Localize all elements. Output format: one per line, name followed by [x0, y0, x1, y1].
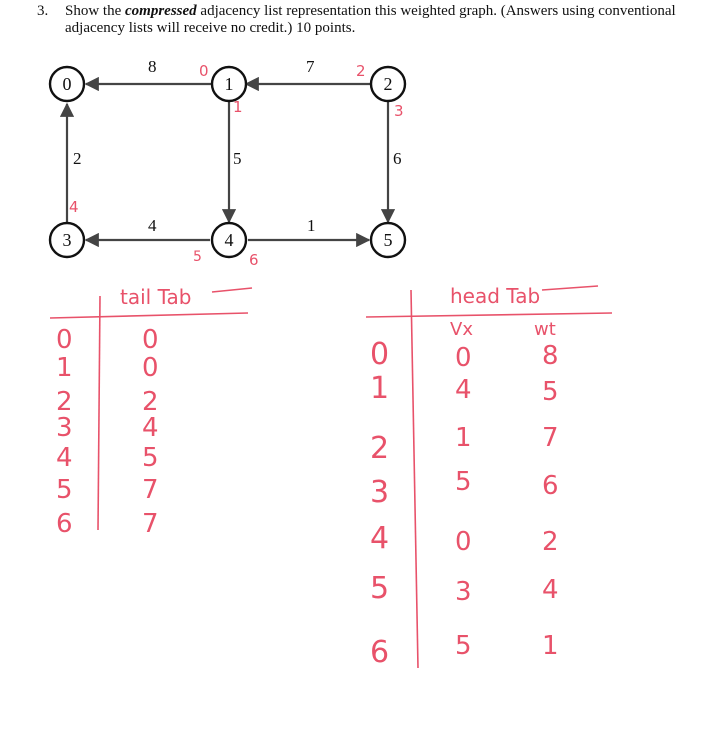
- tail-tab-rows: [56, 325, 159, 539]
- tail-tab-value: 7: [142, 509, 159, 539]
- head-tab-index: 0: [370, 337, 390, 372]
- node-label-5: 5: [383, 230, 393, 250]
- tail-tab-index: 5: [56, 475, 73, 505]
- tail-tab-value: 0: [142, 353, 159, 383]
- head-tab-vx: 3: [455, 577, 472, 607]
- question-emphasis: compressed: [125, 3, 197, 19]
- head-tab-wt: 1: [542, 631, 559, 661]
- head-tab-vx: 4: [455, 375, 472, 405]
- weight-label-4-5: 1: [307, 216, 316, 235]
- head-tab-index: 1: [370, 371, 390, 406]
- node-label-2: 2: [383, 74, 393, 94]
- edge-index-mark: 4: [69, 198, 79, 216]
- head-tab-rows: [370, 337, 559, 670]
- weight-label-3-0: 2: [73, 149, 82, 168]
- head-tab-wt: 7: [542, 423, 559, 453]
- edge-index-mark: 3: [394, 102, 404, 120]
- tail-tab-title: tail Tab: [120, 285, 192, 309]
- tail-tab-index: 2: [56, 387, 73, 417]
- weight-label-2-5: 6: [393, 149, 402, 168]
- head-tab-vx: 5: [455, 631, 472, 661]
- tail-tab-index: 4: [56, 443, 73, 473]
- weight-label-1-4: 5: [233, 149, 242, 168]
- head-tab-col-vx: Vx: [450, 319, 473, 340]
- node-label-1: 1: [224, 74, 234, 94]
- weight-label-4-3: 4: [148, 216, 157, 235]
- head-tab-vx: 1: [455, 423, 472, 453]
- tail-tab-index: 1: [56, 353, 73, 383]
- question-prefix: Show the: [65, 3, 125, 19]
- head-tab-index: 3: [370, 475, 390, 510]
- head-title-underline: [542, 286, 598, 290]
- head-tab-wt: 5: [542, 377, 559, 407]
- head-tab-title: head Tab: [450, 284, 541, 308]
- tail-tab-value: 2: [142, 387, 159, 417]
- tail-tab-value: 7: [142, 475, 159, 505]
- tail-tab-value: 5: [142, 443, 159, 473]
- head-tab-wt: 8: [542, 341, 559, 371]
- tail-tab-index: 6: [56, 509, 73, 539]
- head-tab-col-wt: wt: [534, 319, 556, 340]
- tail-tab-value: 0: [142, 325, 159, 355]
- question-suffix: adjacency list representation this weighted graph. (Answers using conventional adjacency lists will receive no credit.) 10 points.: [65, 3, 676, 36]
- weight-label-1-0: 8: [148, 57, 157, 76]
- weight-label-2-1: 7: [306, 57, 315, 76]
- question-number: 3.: [37, 3, 49, 19]
- tail-tab-index: 0: [56, 325, 73, 355]
- head-tab-index: 2: [370, 431, 390, 466]
- edge-index-mark: 2: [356, 62, 366, 80]
- head-tab-header-rule: [366, 313, 612, 317]
- edge-index-mark: 5: [193, 249, 202, 265]
- head-tab-wt: 6: [542, 471, 559, 501]
- node-label-4: 4: [224, 230, 234, 250]
- tail-title-underline: [212, 288, 252, 292]
- edge-index-mark: 6: [249, 251, 259, 269]
- head-tab-wt: 2: [542, 527, 559, 557]
- head-tab-divider: [411, 290, 418, 668]
- edge-index-mark: 1: [233, 98, 243, 116]
- head-tab-vx: 0: [455, 527, 472, 557]
- head-tab-vx: 5: [455, 467, 472, 497]
- edge-index-mark: 0: [199, 62, 209, 80]
- node-label-3: 3: [62, 230, 72, 250]
- tail-tab-header-rule: [50, 313, 248, 318]
- tail-tab-value: 4: [142, 413, 159, 443]
- head-tab-index: 4: [370, 521, 390, 556]
- head-tab-index: 5: [370, 571, 390, 606]
- head-tab: [366, 284, 612, 670]
- tail-tab-index: 3: [56, 413, 73, 443]
- tail-tab: [50, 285, 252, 539]
- node-label-0: 0: [62, 74, 72, 94]
- head-tab-vx: 0: [455, 343, 472, 373]
- tail-tab-divider: [98, 296, 100, 530]
- head-tab-index: 6: [370, 635, 390, 670]
- head-tab-wt: 4: [542, 575, 559, 605]
